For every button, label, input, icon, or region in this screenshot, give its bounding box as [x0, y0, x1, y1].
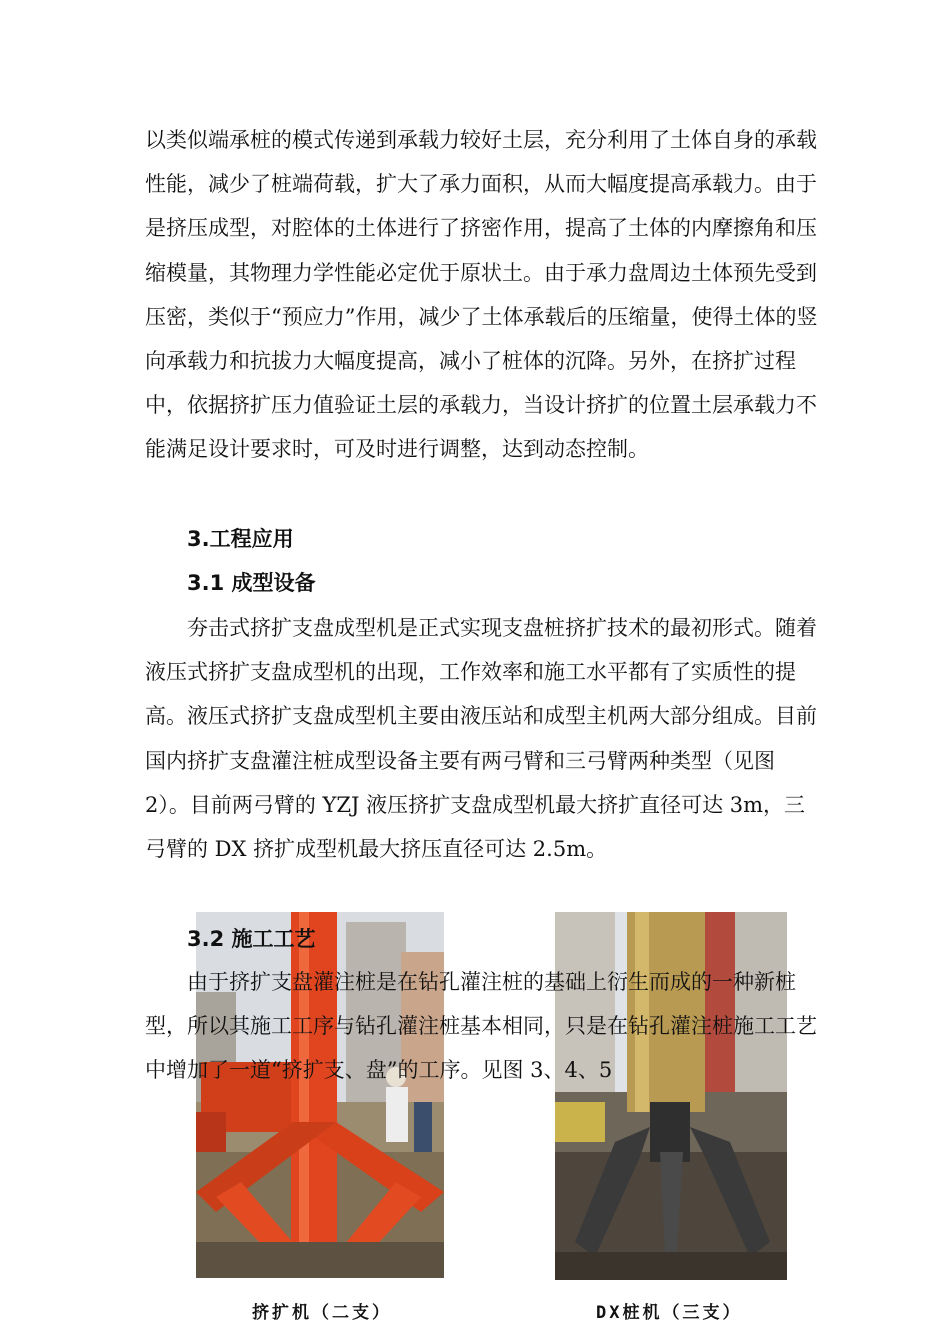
section-heading-3: 3.工程应用 — [187, 527, 294, 551]
body-paragraph-1: 以类似端承桩的模式传递到承载力较好土层，充分利用了土体自身的承载性能，减少了桩端荷载，扩大了承力面积，从而大幅度提高承载力。由于是挤压成型，对腔体的土体进行了挤密作用，提高了土体的内摩擦角和压缩模量，其物理力学性能必定优于原状土。由于承力盘周边土体预先受到压密，类似于“预应力”作用，减少了土体承载后的压缩量，使得土体的竖向承载力和抗拔力大幅度提高，减小了桩体的沉降。另外，在挤扩过程中，依据挤扩压力值验证土层的承载力，当设计挤扩的位置土层承载力不能满足设计要求时，可及时进行调整，达到动态控制。 — [145, 128, 818, 462]
photo-left-caption: 挤扩机（二支） — [252, 1303, 392, 1323]
body-paragraph-3: 由于挤扩支盘灌注桩是在钻孔灌注桩的基础上衍生而成的一种新桩型，所以其施工工序与钻孔灌注桩基本相同，只是在钻孔灌注桩施工工艺中增加了一道“挤扩支、盘”的工序。见图 3、4、5 — [145, 970, 817, 1083]
section-heading-3-2: 3.2 施工工艺 — [187, 927, 316, 951]
photo-right-caption: DX桩机（三支） — [596, 1303, 743, 1323]
body-paragraph-2: 夯击式挤扩支盘成型机是正式实现支盘桩挤扩技术的最初形式。随着液压式挤扩支盘成型机的出现，工作效率和施工水平都有了实质性的提高。液压式挤扩支盘成型机主要由液压站和成型主机两大部分组成。目前国内挤扩支盘灌注桩成型设备主要有两弓臂和三弓臂两种类型（见图 2）。目前两弓臂的 YZJ 液压挤扩支盘成型机最大挤扩直径可达 3m，三弓臂的 DX 挤扩成型机最大挤压直径可达 2.5m。 — [145, 616, 817, 862]
section-heading-3-1: 3.1 成型设备 — [187, 571, 316, 595]
